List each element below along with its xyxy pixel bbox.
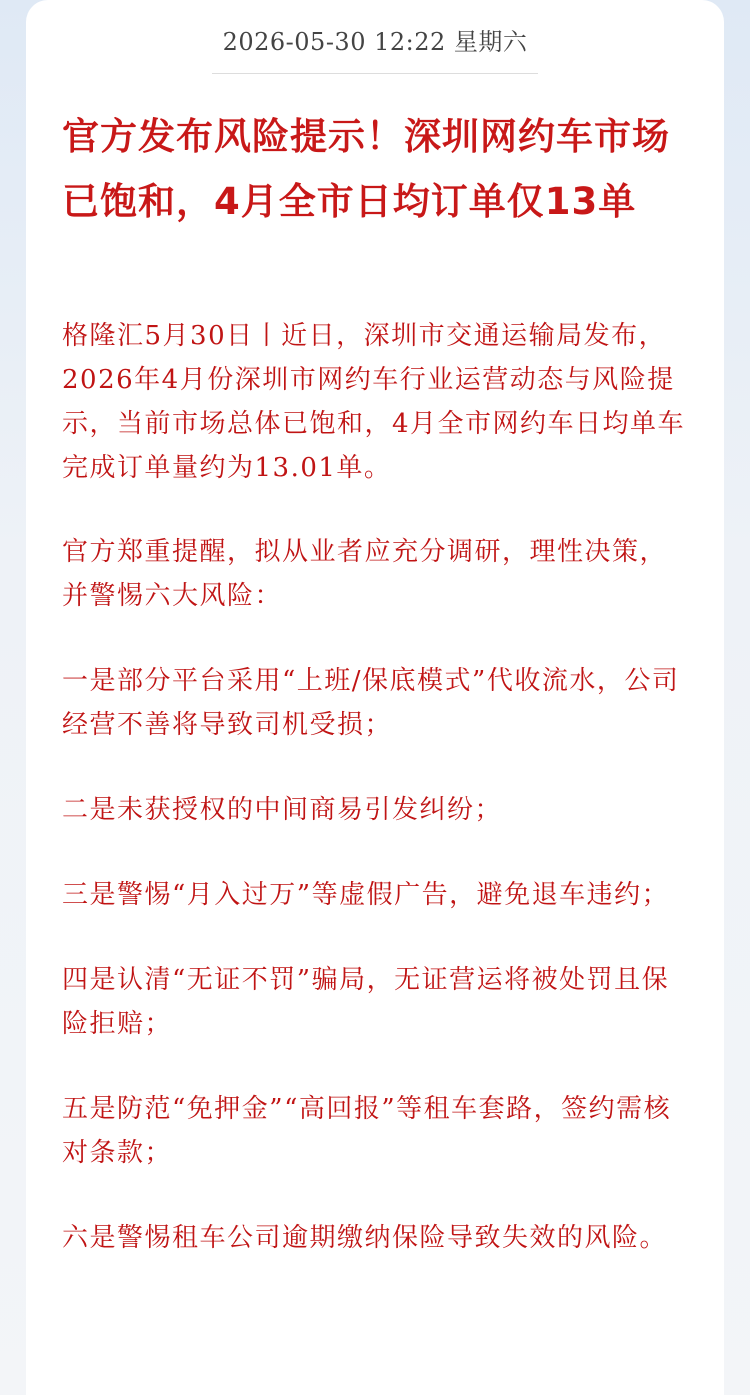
paragraph-risk-5: 五是防范“免押金”“高回报”等租车套路，签约需核对条款； bbox=[62, 1094, 672, 1168]
paragraph-risk-2: 二是未获授权的中间商易引发纠纷； bbox=[62, 795, 503, 825]
paragraph-risk-1: 一是部分平台采用“上班/保底模式”代收流水，公司经营不善将导致司机受损； bbox=[62, 666, 680, 740]
paragraph-risk-3: 三是警惕“月入过万”等虚假广告，避免退车违约； bbox=[62, 880, 670, 910]
date-divider bbox=[212, 73, 538, 74]
publish-datetime: 2026-05-30 12:22 星期六 bbox=[222, 28, 528, 56]
paragraph-reminder: 官方郑重提醒，拟从业者应充分调研，理性决策，并警惕六大风险： bbox=[62, 537, 668, 611]
paragraph-risk-4: 四是认清“无证不罚”骗局，无证营运将被处罚且保险拒赔； bbox=[62, 965, 670, 1039]
article-title: 官方发布风险提示！深圳网约车市场已饱和，4月全市日均订单仅13单 bbox=[62, 115, 670, 223]
paragraph-intro: 格隆汇5月30日丨近日，深圳市交通运输局发布，2026年4月份深圳市网约车行业运营动态与风险提示，当前市场总体已饱和，4月全市网约车日均单车完成订单量约为13.01单。 bbox=[62, 321, 686, 483]
article-body bbox=[62, 314, 692, 1260]
article-card bbox=[26, 0, 724, 1395]
paragraph-risk-6: 六是警惕租车公司逾期缴纳保险导致失效的风险。 bbox=[62, 1223, 668, 1253]
